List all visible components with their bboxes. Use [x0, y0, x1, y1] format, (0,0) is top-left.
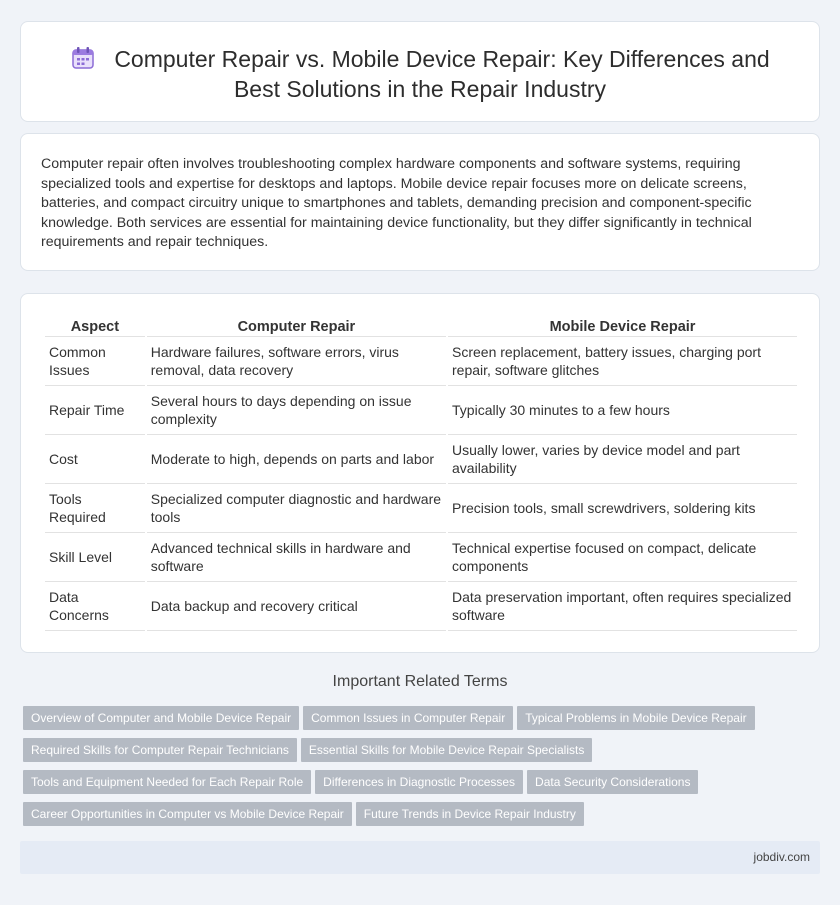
table-row [45, 386, 797, 435]
table-cell-mobile: Usually lower, varies by device model and part availability [448, 435, 797, 484]
related-terms-list [23, 706, 783, 834]
table-header-row [45, 316, 797, 337]
table-cell-mobile: Typically 30 minutes to a few hours [448, 386, 797, 435]
table-cell-aspect: Cost [45, 435, 145, 484]
footer [20, 841, 820, 874]
related-term-tag[interactable]: Common Issues in Computer Repair [303, 706, 513, 730]
related-terms-title: Important Related Terms [332, 673, 508, 690]
table-cell-computer: Several hours to days depending on issue complexity [147, 386, 446, 435]
intro-paragraph: Computer repair often involves troubleshooting complex hardware components and software systems, requiring specialized tools and expertise for desktops and laptops. Mobile device repair focuses more on delicate screens, batteries, and compact circuitry unique to smartphones and tablets, demanding precision and component-specific knowledge. Both services are essential for maintaining device functionality, but they differ significantly in technical requirements and repair techniques. [41, 156, 752, 250]
table-cell-mobile: Screen replacement, battery issues, charging port repair, software glitches [448, 337, 797, 386]
table-cell-aspect: Data Concerns [45, 582, 145, 631]
footer-site-link[interactable]: jobdiv.com [753, 850, 810, 864]
tag-row [23, 738, 783, 770]
related-term-tag[interactable]: Typical Problems in Mobile Device Repair [517, 706, 754, 730]
header-card [20, 21, 820, 122]
table-row [45, 337, 797, 386]
tag-row [23, 802, 783, 834]
table-cell-aspect: Tools Required [45, 484, 145, 533]
table-cell-aspect: Skill Level [45, 533, 145, 582]
table-cell-computer: Specialized computer diagnostic and hardware tools [147, 484, 446, 533]
related-term-tag[interactable]: Differences in Diagnostic Processes [315, 770, 523, 794]
table-cell-computer: Data backup and recovery critical [147, 582, 446, 631]
intro-card [20, 133, 820, 271]
page-title [21, 44, 819, 104]
header-computer-repair: Computer Repair [147, 316, 446, 337]
table-row [45, 582, 797, 631]
tag-row [23, 770, 783, 802]
table-row [45, 533, 797, 582]
table-cell-aspect: Common Issues [45, 337, 145, 386]
comparison-card [20, 293, 820, 653]
table-cell-computer: Advanced technical skills in hardware and software [147, 533, 446, 582]
header-aspect: Aspect [45, 316, 145, 337]
related-term-tag[interactable]: Overview of Computer and Mobile Device Repair [23, 706, 299, 730]
comparison-table [43, 316, 799, 631]
header-mobile-device-repair: Mobile Device Repair [448, 316, 797, 337]
tag-row [23, 706, 783, 738]
title-line-1: Computer Repair vs. Mobile Device Repair: Key Differences and [114, 46, 770, 72]
related-term-tag[interactable]: Data Security Considerations [527, 770, 698, 794]
table-cell-mobile: Data preservation important, often requires specialized software [448, 582, 797, 631]
related-term-tag[interactable]: Career Opportunities in Computer vs Mobile Device Repair [23, 802, 352, 826]
table-cell-mobile: Technical expertise focused on compact, delicate components [448, 533, 797, 582]
table-cell-computer: Moderate to high, depends on parts and labor [147, 435, 446, 484]
table-row [45, 435, 797, 484]
related-term-tag[interactable]: Tools and Equipment Needed for Each Repair Role [23, 770, 311, 794]
calendar-icon [70, 45, 96, 71]
table-row [45, 484, 797, 533]
related-term-tag[interactable]: Future Trends in Device Repair Industry [356, 802, 584, 826]
related-term-tag[interactable]: Essential Skills for Mobile Device Repair Specialists [301, 738, 592, 762]
table-cell-mobile: Precision tools, small screwdrivers, soldering kits [448, 484, 797, 533]
related-term-tag[interactable]: Required Skills for Computer Repair Technicians [23, 738, 297, 762]
table-cell-aspect: Repair Time [45, 386, 145, 435]
table-cell-computer: Hardware failures, software errors, virus removal, data recovery [147, 337, 446, 386]
title-line-2: Best Solutions in the Repair Industry [233, 76, 607, 102]
